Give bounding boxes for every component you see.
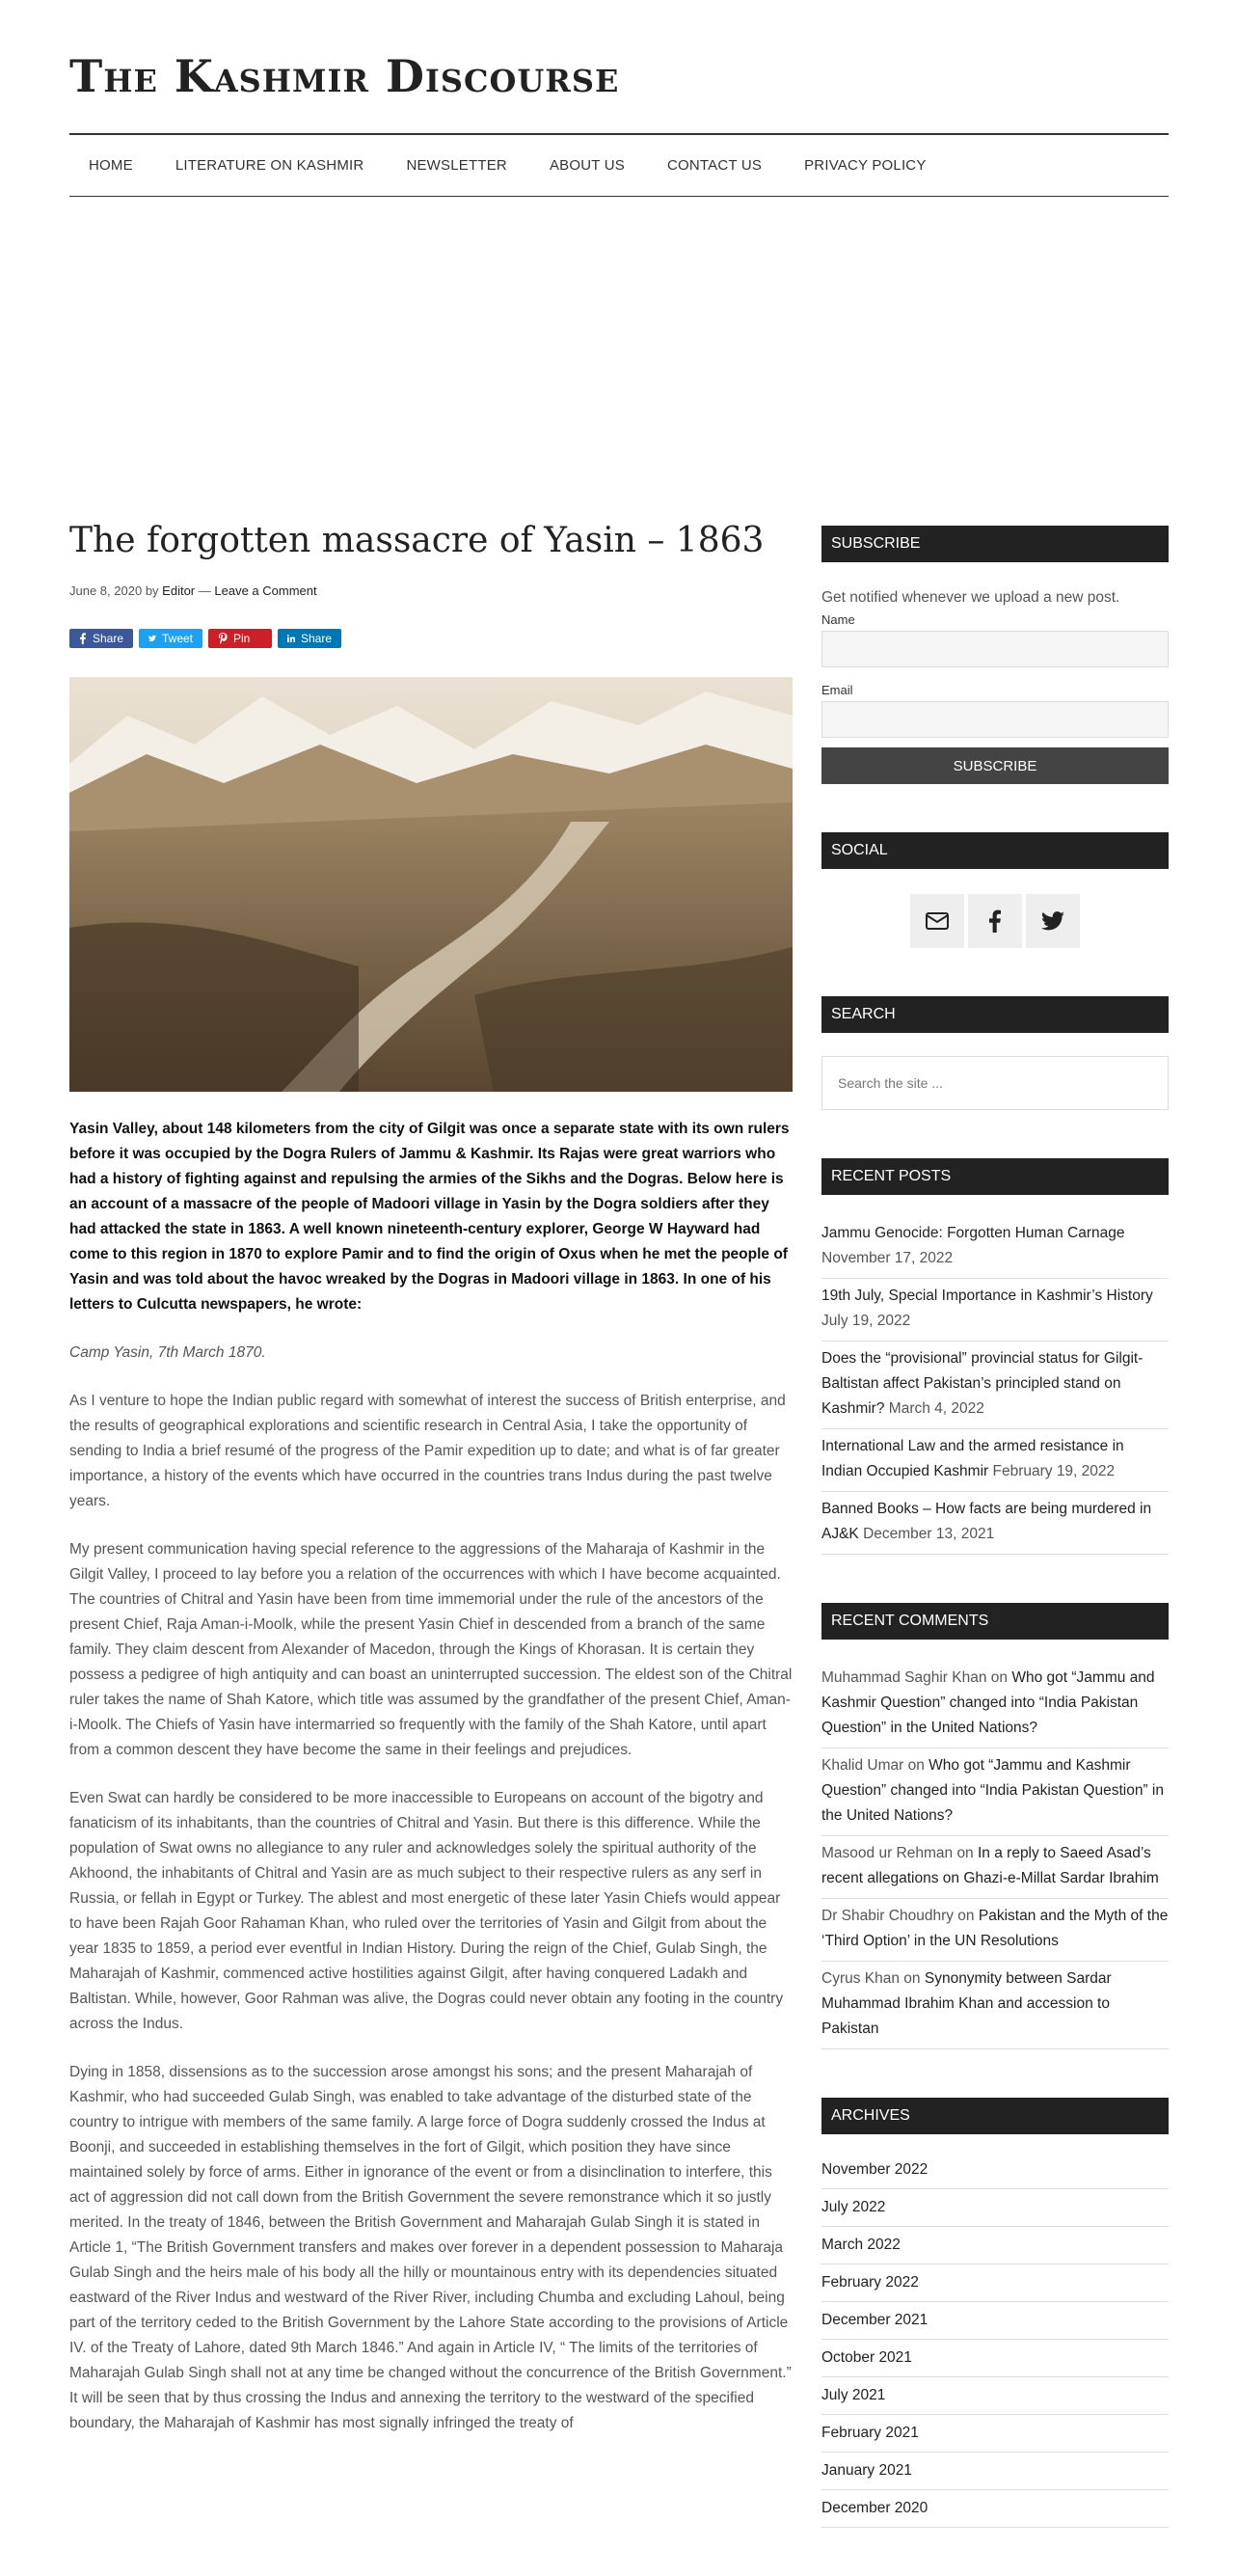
share-buttons	[69, 629, 793, 648]
meta-separator: —	[198, 583, 211, 598]
twitter-icon	[1041, 911, 1064, 931]
recent-post-item	[821, 1216, 1169, 1279]
archive-link[interactable]: February 2022	[821, 2264, 1169, 2302]
comment-on: on	[903, 1970, 921, 1987]
comment-author: Dr Shabir Choudhry	[821, 1908, 954, 1924]
main-content	[69, 521, 793, 2459]
nav-item-home[interactable]: HOME	[89, 157, 133, 174]
archives-widget	[821, 2098, 1169, 2528]
archive-link[interactable]: March 2022	[821, 2227, 1169, 2264]
comment-author: Masood ur Rehman	[821, 1845, 954, 1861]
archive-link[interactable]: July 2022	[821, 2189, 1169, 2227]
post-paragraph: Dying in 1858, dissensions as to the succession arose amongst his sons; and the present Maharajah of Kashmir, who had succeeded Gulab Singh, was enabled to take advantage of the disturbed state of the country to intrigue with members of the same family. A large force of Dogra suddenly crossed the Indus at Boonji, and succeeded in establishing themselves in the fort of Gilgit, which position they have since maintained solely by force of arms. Either in ignorance of the event or from a disinclination to interfere, this act of aggression did not call down from the British Government the severe remonstrance which it so justly merited. In the treaty of 1846, between the British Government and Maharajah Gulab Singh it is stated in Article 1, “The British Government transfers and makes over forever in a dependent possession to Maharaja Gulab Singh and the heirs male of his body all the hilly or mountainous entry with its dependencies situated eastward of the River Indus and westward of the River River, including Chumba and excluding Lahoul, being part of the territory ceded to the British Government by the Lahore State according to the provisions of Article IV. of the Treaty of Lahore, dated 9th March 1846.” And again in Article IV, “ The limits of the territories of Maharajah Gulab Singh shall not at any time be changed without the concurrence of the British Government.” It will be seen that by thus crossing the Indus and annexing the territory to the westward of the specified boundary, the Maharajah of Kashmir has most signally infringed the treaty of	[69, 2064, 792, 2431]
pinterest-share-button[interactable]	[208, 629, 272, 648]
comment-post-link[interactable]: Pakistan and the Myth of the ‘Third Option’ in the UN Resolutions	[821, 1908, 1169, 1949]
recent-comments-widget	[821, 1603, 1169, 2049]
recent-post-date: November 17, 2022	[821, 1250, 954, 1266]
recent-post-item	[821, 1279, 1169, 1342]
archive-link[interactable]: February 2021	[821, 2415, 1169, 2453]
twitter-social-link[interactable]	[1026, 894, 1080, 948]
comment-on: on	[990, 1669, 1009, 1686]
recent-post-link[interactable]: Does the “provisional” provincial status for Gilgit-Baltistan affect Pakistan’s principled stand on Kashmir?	[821, 1350, 1144, 1417]
letter-dateline: Camp Yasin, 7th March 1870.	[69, 1344, 266, 1361]
recent-comment-item	[821, 1899, 1169, 1962]
comment-post-link[interactable]: Who got “Jammu and Kashmir Question” changed into “India Pakistan Question” in the United Nations?	[821, 1757, 1164, 1824]
recent-comment-item	[821, 1661, 1169, 1749]
recent-post-link[interactable]: Banned Books – How facts are being murdered in AJ&K	[821, 1501, 1152, 1542]
comment-post-link[interactable]: Who got “Jammu and Kashmir Question” changed into “India Pakistan Question” in the United Nations?	[821, 1669, 1155, 1736]
archive-link[interactable]: November 2022	[821, 2152, 1169, 2189]
featured-image	[69, 677, 793, 1092]
sidebar	[821, 526, 1169, 2576]
comment-author: Khalid Umar	[821, 1757, 904, 1774]
recent-post-link[interactable]: 19th July, Special Importance in Kashmir’s History	[821, 1288, 1153, 1304]
leave-comment-link[interactable]: Leave a Comment	[214, 583, 317, 598]
recent-post-date: July 19, 2022	[821, 1313, 911, 1329]
archive-link[interactable]: December 2020	[821, 2490, 1169, 2528]
social-widget	[821, 832, 1169, 948]
search-heading: SEARCH	[821, 996, 1169, 1033]
recent-comments-list	[821, 1661, 1169, 2049]
search-widget	[821, 996, 1169, 1110]
nav-item-newsletter[interactable]: NEWSLETTER	[406, 157, 507, 174]
archives-heading: ARCHIVES	[821, 2098, 1169, 2134]
post-by: by	[145, 583, 159, 598]
recent-post-link[interactable]: International Law and the armed resistance in Indian Occupied Kashmir	[821, 1438, 1124, 1479]
subscribe-button[interactable]: SUBSCRIBE	[821, 747, 1169, 784]
comment-author: Muhammad Saghir Khan	[821, 1669, 987, 1686]
recent-posts-list	[821, 1216, 1169, 1555]
facebook-social-link[interactable]	[968, 894, 1022, 948]
comment-post-link[interactable]: In a reply to Saeed Asad’s recent allegations on Ghazi-e-Millat Sardar Ibrahim	[821, 1845, 1159, 1886]
name-field[interactable]	[821, 631, 1169, 667]
social-icons	[821, 894, 1169, 948]
comment-author: Cyrus Khan	[821, 1970, 900, 1987]
recent-posts-heading: RECENT POSTS	[821, 1158, 1169, 1195]
search-input[interactable]: Search the site ...	[821, 1056, 1169, 1110]
post-paragraph: As I venture to hope the Indian public regard with somewhat of interest the success of British enterprise, and the results of geographical explorations and scientific research in Central Asia, I take the opportunity of sending to India a brief resumé of the progress of the Pamir expedition up to date; and what is of far greater importance, a history of the events which have occurred in the countries trans Indus during the past twelve years.	[69, 1393, 786, 1509]
email-social-link[interactable]	[910, 894, 964, 948]
archive-link[interactable]: December 2021	[821, 2302, 1169, 2340]
linkedin-icon	[287, 634, 295, 643]
pinterest-share-label: Pin	[233, 632, 251, 645]
main-nav	[69, 133, 1169, 197]
pinterest-icon	[218, 633, 228, 644]
nav-item-literature[interactable]: LITERATURE ON KASHMIR	[175, 157, 364, 174]
site-title[interactable]: The Kashmir Discourse	[69, 50, 620, 102]
post-date: June 8, 2020	[69, 583, 143, 598]
recent-posts-widget	[821, 1158, 1169, 1555]
twitter-icon	[148, 634, 156, 643]
subscribe-widget	[821, 526, 1169, 784]
nav-item-about[interactable]: ABOUT US	[549, 157, 625, 174]
comment-on: on	[907, 1757, 925, 1774]
linkedin-share-label: Share	[300, 632, 332, 645]
nav-item-contact[interactable]: CONTACT US	[666, 157, 763, 174]
recent-comment-item	[821, 1962, 1169, 2049]
twitter-share-label: Tweet	[161, 632, 193, 645]
recent-post-date: December 13, 2021	[863, 1526, 995, 1542]
recent-comment-item	[821, 1749, 1169, 1836]
recent-comment-item	[821, 1836, 1169, 1899]
post-paragraph: Even Swat can hardly be considered to be more inaccessible to Europeans on account of the bigotry and fanaticism of its inhabitants, than the countries of Chitral and Yasin. But there is this difference. While the population of Swat owns no allegiance to any ruler and acknowledges solely the spiritual authority of the Akhoond, the inhabitants of Chitral and Yasin are as much subject to their respective rulers as any serf in Russia, or fellah in Egypt or Turkey. The ablest and most energetic of these later Yasin Chiefs would appear to have been Rajah Goor Rahaman Khan, who ruled over the territories of Yasin and Gilgit from about the year 1835 to 1859, a period ever eventful in Indian History. During the reign of the Chief, Gulab Singh, the Maharajah of Kashmir, commenced active hostilities against Gilgit, after having conquered Ladakh and Baltistan. While, however, Goor Rahman was alive, the Dogras could never obtain any footing in the country across the Indus.	[69, 1790, 784, 2032]
facebook-share-button[interactable]	[69, 629, 133, 648]
post-title[interactable]: The forgotten massacre of Yasin – 1863	[69, 521, 765, 560]
recent-post-item	[821, 1342, 1169, 1429]
archive-link[interactable]: January 2021	[821, 2453, 1169, 2490]
recent-post-date: February 19, 2022	[992, 1463, 1116, 1479]
facebook-icon	[79, 633, 87, 644]
archive-link[interactable]: July 2021	[821, 2377, 1169, 2415]
recent-post-link[interactable]: Jammu Genocide: Forgotten Human Carnage	[821, 1225, 1125, 1241]
comment-on: on	[956, 1845, 974, 1861]
subscribe-heading: SUBSCRIBE	[821, 526, 1169, 562]
social-heading: SOCIAL	[821, 832, 1169, 869]
post-meta	[69, 583, 793, 598]
nav-item-privacy[interactable]: PRIVACY POLICY	[804, 157, 927, 174]
comment-post-link[interactable]: Synonymity between Sardar Muhammad Ibrahim Khan and accession to Pakistan	[821, 1970, 1112, 2037]
archive-link[interactable]: October 2021	[821, 2340, 1169, 2377]
facebook-icon	[988, 909, 1002, 933]
archives-list	[821, 2152, 1169, 2528]
recent-comments-heading: RECENT COMMENTS	[821, 1603, 1169, 1640]
recent-post-item	[821, 1429, 1169, 1492]
post-author-link[interactable]: Editor	[162, 583, 196, 598]
email-label: Email	[821, 683, 853, 697]
subscribe-description: Get notified whenever we upload a new post.	[821, 589, 1120, 606]
facebook-share-label: Share	[92, 632, 123, 645]
email-field[interactable]	[821, 701, 1169, 738]
comment-on: on	[957, 1908, 975, 1924]
twitter-share-button[interactable]	[139, 629, 202, 648]
email-icon	[926, 912, 949, 930]
post-lead: Yasin Valley, about 148 kilometers from the city of Gilgit was once a separate state with its own rulers before it was occupied by the Dogra Rulers of Jammu & Kashmir. Its Rajas were great warriors who had a history of fighting against and repulsing the armies of the Sikhs and the Dogras. Below here is an account of a massacre of the people of Madoori village in Yasin by the Dogra soldiers after they had attacked the state in 1863. A well known nineteenth-century explorer, George W Hayward had come to this region in 1870 to explore Pamir and to find the origin of Oxus when he met the people of Yasin and was told about the havoc wreaked by the Dogras in Madoori village in 1863. In one of his letters to Culcutta newspapers, he wrote:	[69, 1121, 790, 1313]
linkedin-share-button[interactable]	[278, 629, 341, 648]
name-label: Name	[821, 612, 855, 627]
recent-post-item	[821, 1492, 1169, 1555]
recent-post-date: March 4, 2022	[888, 1400, 984, 1417]
post-paragraph: My present communication having special reference to the aggressions of the Maharaja of Kashmir in the Gilgit Valley, I proceed to lay before you a relation of the occurrences with which I have become acquainted. The countries of Chitral and Yasin have been from time immemorial under the rule of the ancestors of the present Chief, Raja Aman-i-Moolk, while the present Yasin Chief in descended from a branch of the same family. They claim descent from Alexander of Macedon, through the Kings of Khorasan. It is certain they possess a pedigree of high antiquity and can boast an uninterrupted succession. The eldest son of the Chitral ruler takes the name of Shah Katore, which title was assumed by the grandfather of the present Chief, Aman-i-Moolk. The Chiefs of Yasin have intermarried so frequently with the family of the Shah Katore, until apart from a common descent they have become the same in their feelings and prejudices.	[69, 1541, 793, 1758]
